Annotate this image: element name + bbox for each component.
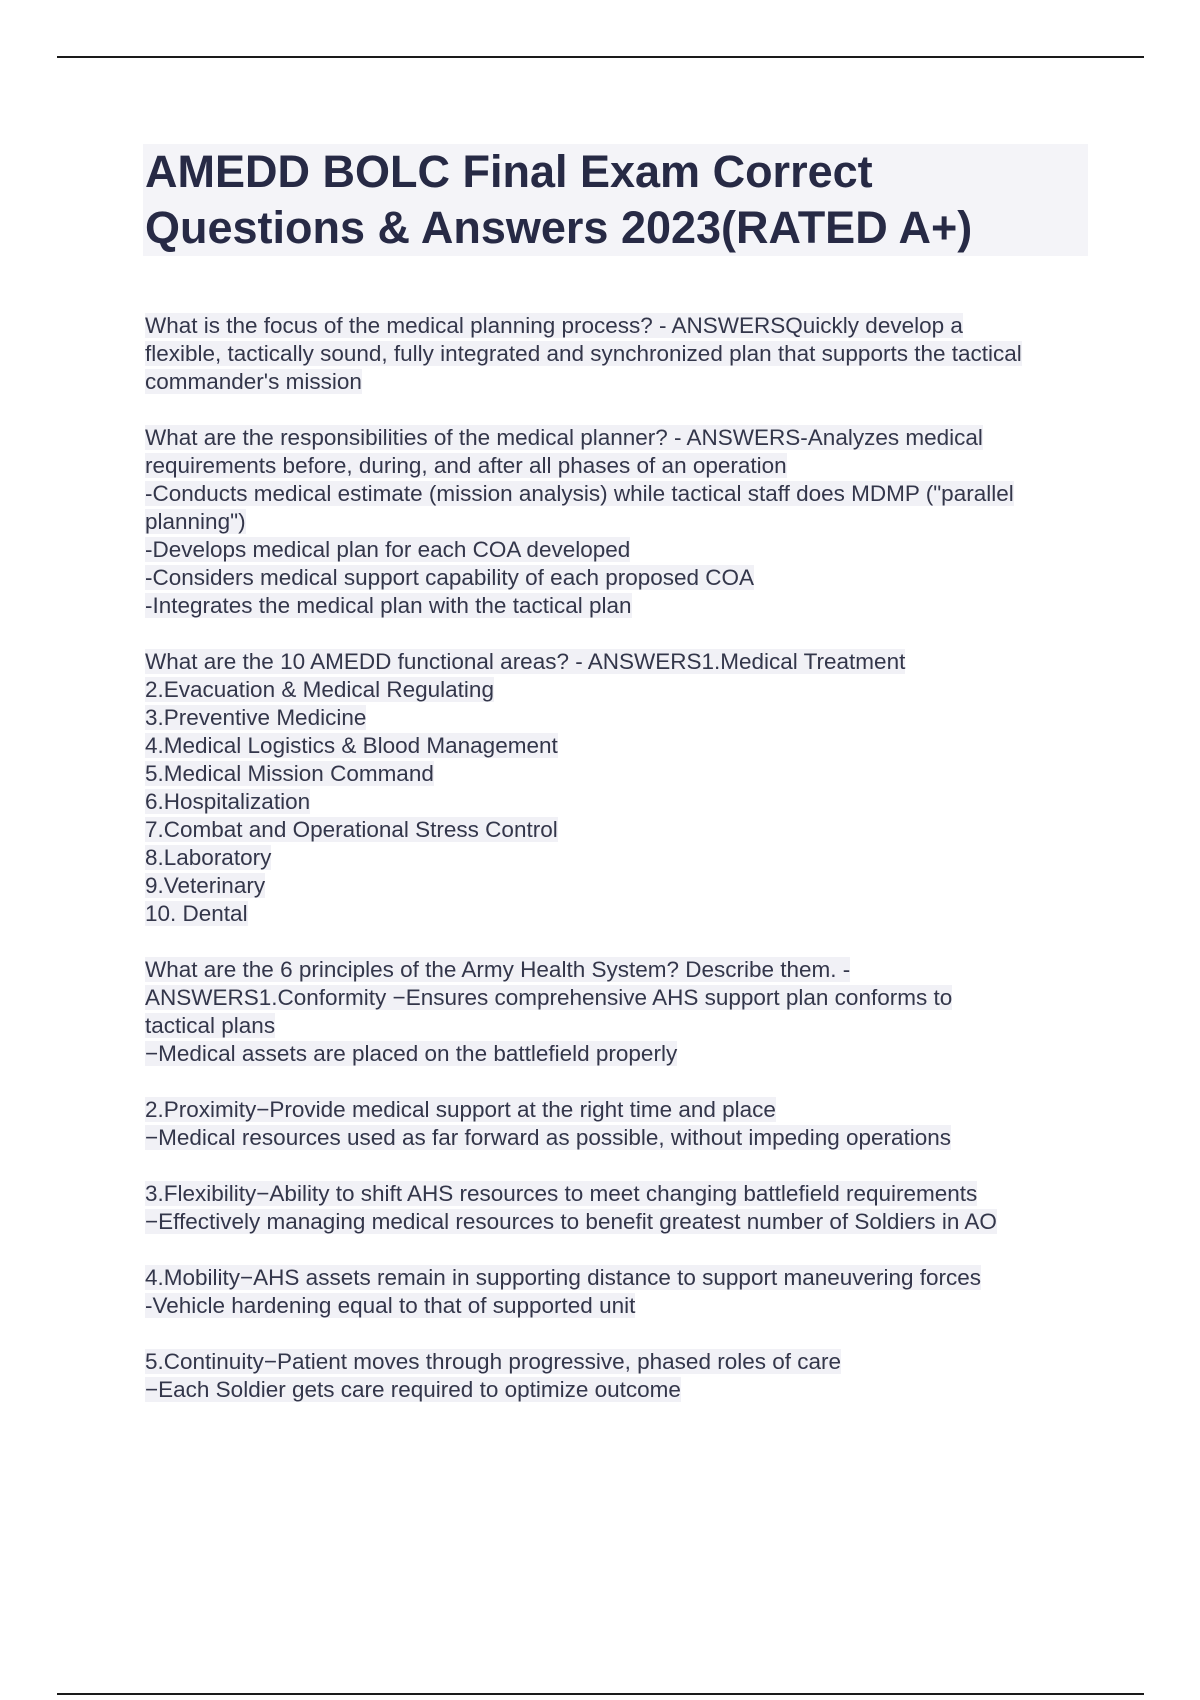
- text-line: 3.Preventive Medicine: [145, 705, 367, 730]
- text-line: −Each Soldier gets care required to optimize outcome: [145, 1377, 681, 1402]
- text-line: 3.Flexibility−Ability to shift AHS resources to meet changing battlefield requirements: [145, 1181, 978, 1206]
- text-line: 6.Hospitalization: [145, 789, 311, 814]
- text-line: 2.Evacuation & Medical Regulating: [145, 677, 494, 702]
- qa-block-medical-planning-focus: [145, 312, 1090, 396]
- text-line: 9.Veterinary: [145, 873, 266, 898]
- document-title: [143, 144, 1088, 256]
- text-line: 7.Combat and Operational Stress Control: [145, 817, 558, 842]
- text-line: planning"): [145, 509, 246, 534]
- qa-block-continuity: [145, 1348, 1090, 1404]
- qa-block-proximity: [145, 1096, 1090, 1152]
- text-line: 10. Dental: [145, 901, 248, 926]
- text-line: ANSWERS1.Conformity −Ensures comprehensive AHS support plan conforms to: [145, 985, 953, 1010]
- text-line: 5.Continuity−Patient moves through progressive, phased roles of care: [145, 1349, 842, 1374]
- text-line: requirements before, during, and after all phases of an operation: [145, 453, 787, 478]
- text-line: tactical plans: [145, 1013, 276, 1038]
- document-body: [145, 144, 1090, 1432]
- text-line: -Integrates the medical plan with the tactical plan: [145, 593, 632, 618]
- text-line: flexible, tactically sound, fully integrated and synchronized plan that supports the tactical: [145, 341, 1022, 366]
- qa-block-ahs-principles: [145, 956, 1090, 1068]
- title-line: AMEDD BOLC Final Exam Correct: [145, 146, 873, 197]
- footer-rule: [57, 1693, 1144, 1695]
- text-line: What are the 10 AMEDD functional areas? - ANSWERS1.Medical Treatment: [145, 649, 906, 674]
- text-line: 8.Laboratory: [145, 845, 272, 870]
- text-line: −Medical resources used as far forward as possible, without impeding operations: [145, 1125, 952, 1150]
- header-rule: [57, 56, 1144, 58]
- text-line: −Medical assets are placed on the battlefield properly: [145, 1041, 678, 1066]
- text-line: What are the 6 principles of the Army Health System? Describe them. -: [145, 957, 851, 982]
- text-line: 5.Medical Mission Command: [145, 761, 434, 786]
- text-line: What are the responsibilities of the medical planner? - ANSWERS-Analyzes medical: [145, 425, 983, 450]
- text-line: 4.Medical Logistics & Blood Management: [145, 733, 558, 758]
- text-line: 2.Proximity−Provide medical support at the right time and place: [145, 1097, 776, 1122]
- text-line: 4.Mobility−AHS assets remain in supporting distance to support maneuvering forces: [145, 1265, 982, 1290]
- text-line: -Considers medical support capability of each proposed COA: [145, 565, 755, 590]
- qa-block-flexibility: [145, 1180, 1090, 1236]
- qa-block-mobility: [145, 1264, 1090, 1320]
- text-line: -Vehicle hardening equal to that of supported unit: [145, 1293, 636, 1318]
- qa-list: [145, 312, 1090, 1404]
- text-line: -Develops medical plan for each COA developed: [145, 537, 631, 562]
- text-line: −Effectively managing medical resources to benefit greatest number of Soldiers in AO: [145, 1209, 997, 1234]
- text-line: -Conducts medical estimate (mission analysis) while tactical staff does MDMP ("parallel: [145, 481, 1014, 506]
- title-line: Questions & Answers 2023(RATED A+): [145, 202, 973, 253]
- text-line: What is the focus of the medical planning process? - ANSWERSQuickly develop a: [145, 313, 963, 338]
- qa-block-medical-planner-responsibilities: [145, 424, 1090, 620]
- qa-block-amedd-functional-areas: [145, 648, 1090, 928]
- text-line: commander's mission: [145, 369, 362, 394]
